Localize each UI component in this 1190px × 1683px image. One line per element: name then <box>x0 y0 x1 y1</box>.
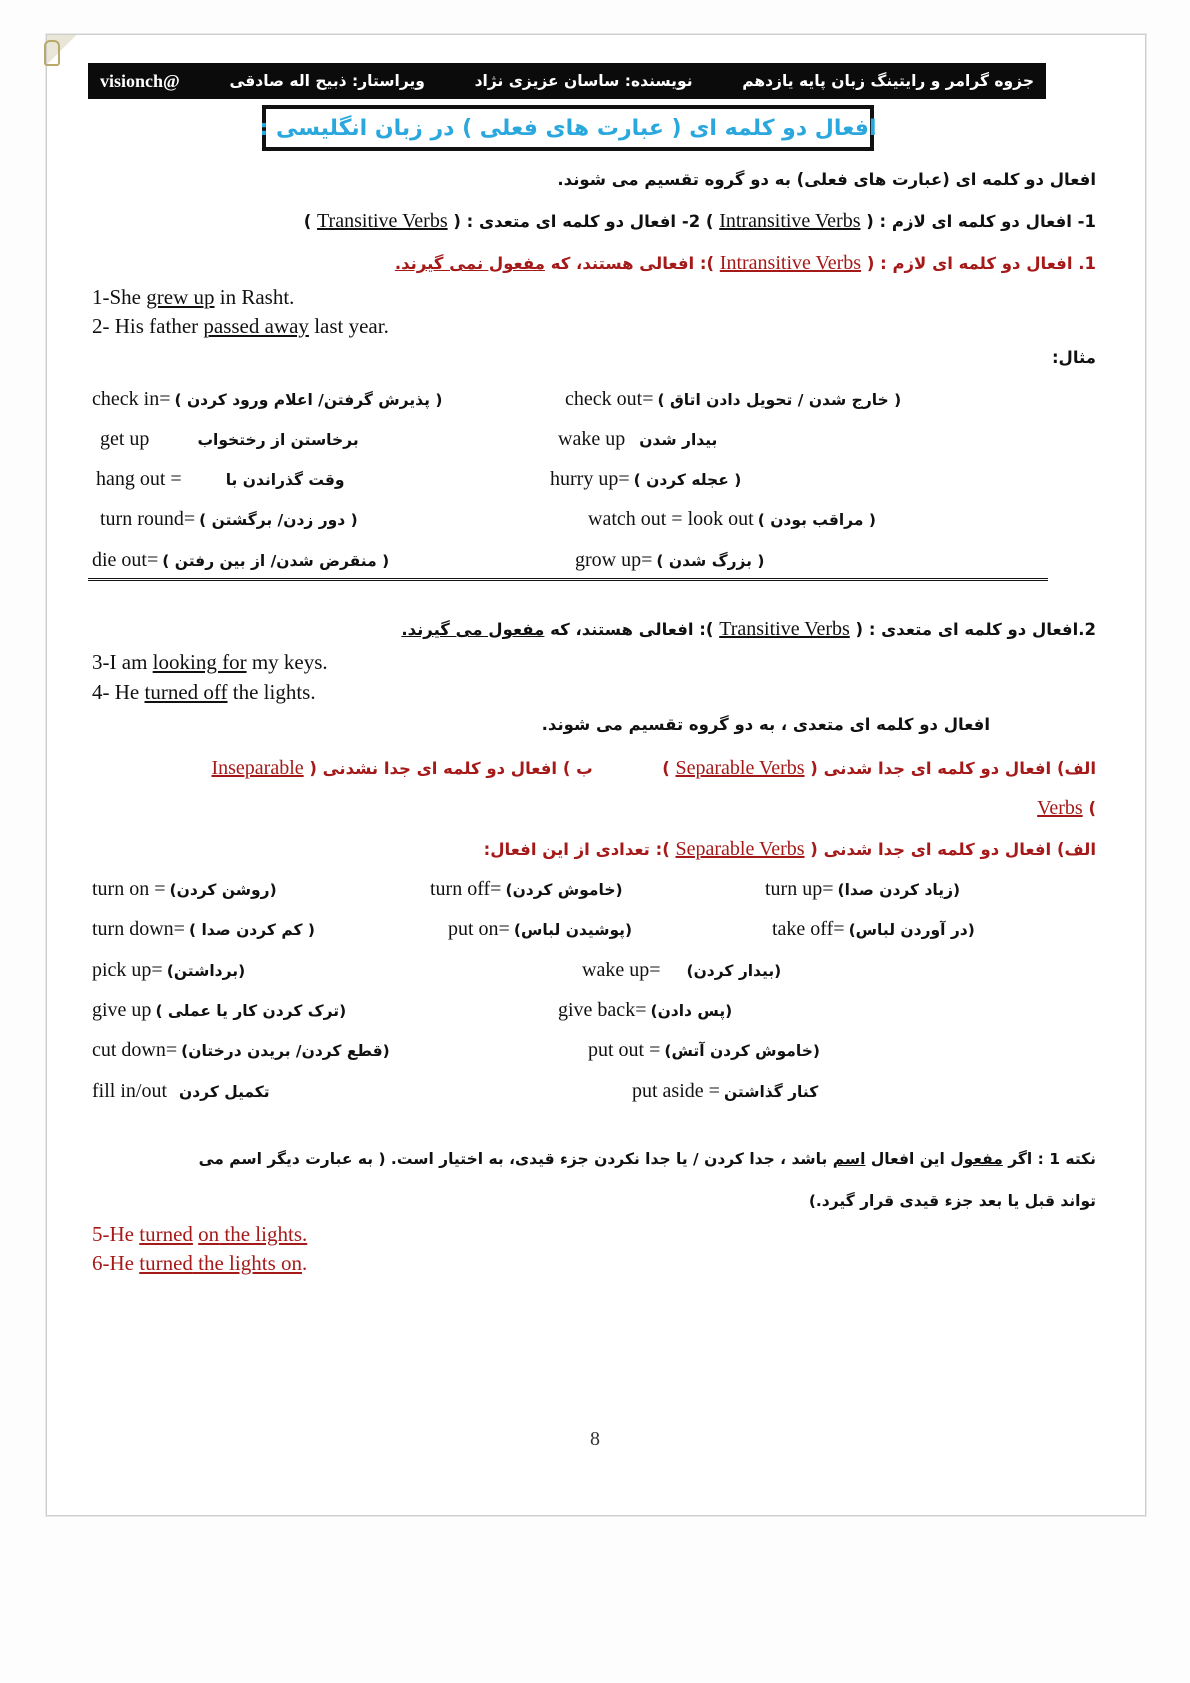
page-title: افعال دو کلمه ای ( عبارت های فعلی ) در زبان انگلیسی : <box>259 115 877 141</box>
vocab-row-5-left <box>92 549 389 572</box>
vocab-1-left-fa: ( پذیرش گرفتن/ اعلام ورود کردن ) <box>174 391 443 409</box>
ex6-verb1: turned <box>139 1251 193 1275</box>
s2-head-underlined: مفعول می گیرند. <box>401 620 545 639</box>
s1-head-mid: ): افعالی هستند، که <box>544 254 715 273</box>
sep-3-c1-fa: (برداشتن) <box>166 962 246 980</box>
paper-clip-icon <box>44 40 60 66</box>
sep-5-c1-fa: (قطع کردن/ بریدن درختان) <box>181 1042 390 1060</box>
group-b-en: Inseparable <box>211 757 304 779</box>
group-b-post: ) <box>1088 799 1096 818</box>
sep-row-3-col1 <box>92 959 245 982</box>
section2-split-note: افعال دو کلمه ای متعدی ، به دو گروه تقسیم می شوند. <box>541 715 990 734</box>
sep-6-c2-en: put aside = <box>632 1080 720 1102</box>
vocab-1-left-en: check in= <box>92 388 171 410</box>
group-b-en2: Verbs <box>1037 797 1083 819</box>
group-a-en: Separable Verbs <box>675 757 805 779</box>
sep-4-c2-en: give back= <box>558 999 647 1021</box>
examples-label-1: مثال: <box>1051 348 1096 367</box>
s1-head-en: Intransitive Verbs <box>719 252 862 274</box>
sep-2-c3-en: take off= <box>772 918 845 940</box>
intro-line-2 <box>304 210 1096 233</box>
sep-head-pre: الف) افعال دو کلمه ای جدا شدنی ( <box>804 840 1096 859</box>
vocab-row-4-left <box>100 508 358 531</box>
sep-row-2-col3 <box>772 918 975 941</box>
sep-6-c1-fa: تکمیل کردن <box>179 1083 270 1101</box>
header-author: نویسنده: ساسان عزیزی نژاد <box>474 72 693 90</box>
ex5-verb2: on <box>198 1222 220 1246</box>
section2-heading <box>401 618 1096 641</box>
ex5-number: 5- <box>92 1222 110 1246</box>
ex6-number: 6- <box>92 1251 110 1275</box>
sep-1-c1-en: turn on = <box>92 878 166 900</box>
sep-2-c2-en: put on= <box>448 918 510 940</box>
ex4-pre: He <box>114 680 145 704</box>
sep-3-c2-en: wake up= <box>582 959 661 981</box>
ex4-number: 4- <box>92 680 115 704</box>
vocab-5-right-fa: ( بزرگ شدن ) <box>656 552 765 570</box>
ex5-verb1: turned <box>139 1222 193 1246</box>
vocab-5-left-fa: ( منقرض شدن/ از بین رفتن ) <box>162 552 390 570</box>
example-sentence-5 <box>92 1222 307 1247</box>
sep-row-3-col2 <box>582 959 781 982</box>
vocab-2-right-fa: بیدار شدن <box>639 431 718 449</box>
ex5-pre: He <box>109 1222 140 1246</box>
sep-5-c2-en: put out = <box>588 1039 661 1061</box>
ex2-number: 2- <box>92 314 115 338</box>
intro-l2-seg2: ) 2- افعال دو کلمه ای متعدی : ( <box>453 212 714 231</box>
group-b-pre: ب ) افعال دو کلمه ای جدا نشدنی ( <box>303 759 593 778</box>
vocab-row-3-right <box>550 468 741 491</box>
vocab-row-2-right <box>558 428 717 451</box>
section1-heading <box>395 252 1096 275</box>
vocab-4-right-fa: ( مراقب بودن ) <box>757 511 876 529</box>
vocab-4-left-fa: ( دور زدن/ برگشتن ) <box>199 511 358 529</box>
group-a-label <box>211 757 1096 780</box>
sep-row-4-col1 <box>92 999 346 1022</box>
lesson-title-box <box>259 105 877 151</box>
ex1-verb: grew up <box>146 285 215 309</box>
sep-row-2-col2 <box>448 918 632 941</box>
ex1-pre: She <box>109 285 147 309</box>
separable-section-heading <box>484 838 1096 861</box>
ex3-pre: I am <box>109 650 153 674</box>
ex6-post: . <box>302 1251 308 1275</box>
note-1-line-1 <box>199 1150 1096 1168</box>
note1-b: این افعال <box>865 1150 945 1168</box>
example-sentence-2 <box>92 314 389 339</box>
vocab-2-right-en: wake up <box>558 428 626 450</box>
example-sentence-1 <box>92 285 294 310</box>
vocab-5-right-en: grow up= <box>575 549 653 571</box>
vocab-3-left-en: hang out = <box>96 468 182 490</box>
ex4-post: the lights. <box>227 680 316 704</box>
ex2-pre: His father <box>114 314 204 338</box>
sep-head-post: ): تعدادی از این افعال: <box>483 840 670 859</box>
header-editor: ویراستار: ذبیح اله صادقی <box>229 72 425 90</box>
section-divider <box>88 578 1048 581</box>
vocab-row-1-left <box>92 388 442 411</box>
s2-head-pre: 2.افعال دو کلمه ای متعدی : ( <box>855 620 1096 639</box>
s1-head-pre: 1. افعال دو کلمه ای لازم : ( <box>861 254 1096 273</box>
group-b-label-cont <box>1037 797 1096 820</box>
header-handle: @visionch <box>100 70 180 91</box>
sep-row-4-col2 <box>558 999 732 1022</box>
document-header-bar <box>88 63 1046 99</box>
s1-head-underlined: مفعول نمی گیرند. <box>394 254 545 273</box>
vocab-row-1-right <box>565 388 901 411</box>
ex1-post: in Rasht. <box>214 285 295 309</box>
vocab-2-left-en: get up <box>100 428 150 450</box>
note1-u2: اسم <box>832 1150 866 1168</box>
intro-line-1: افعال دو کلمه ای (عبارت های فعلی) به دو گروه تقسیم می شوند. <box>557 170 1096 189</box>
example-sentence-4 <box>92 680 316 705</box>
ex2-post: last year. <box>308 314 389 338</box>
sep-5-c1-en: cut down= <box>92 1039 178 1061</box>
ex6-mid: the lights <box>192 1251 281 1275</box>
intro-l2-seg3: ) <box>303 212 312 231</box>
vocab-5-left-en: die out= <box>92 549 159 571</box>
ex6-verb2: on <box>281 1251 302 1275</box>
sep-1-c2-fa: (خاموش کردن) <box>505 881 623 899</box>
sep-4-c1-fa: ( ترک کردن کار یا عملی) <box>155 1002 347 1020</box>
sep-row-5-col2 <box>588 1039 820 1062</box>
vocab-1-right-fa: ( خارج شدن / تحویل دادن اتاق ) <box>657 391 902 409</box>
vocab-row-5-right <box>575 549 764 572</box>
sep-3-c1-en: pick up= <box>92 959 163 981</box>
sep-6-c2-fa: کنار گذاشتن <box>723 1083 819 1101</box>
note1-c: باشد ، جدا کردن / یا جدا نکردن جزء قیدی، به اختیار است. ( به عبارت دیگر اسم می <box>198 1150 828 1168</box>
s2-head-en: Transitive Verbs <box>719 618 850 640</box>
sep-row-1-col2 <box>430 878 623 901</box>
sep-head-en: Separable Verbs <box>675 838 805 860</box>
note-1-line-2: تواند قبل یا بعد جزء قیدی قرار گیرد.) <box>808 1192 1096 1210</box>
sep-row-6-col1 <box>92 1080 270 1103</box>
sep-row-6-col2 <box>632 1080 818 1103</box>
header-booklet-title: جزوه گرامر و رایتینگ زبان پایه یازدهم <box>742 72 1034 90</box>
group-a-post: ) <box>662 759 670 778</box>
ex3-verb: looking for <box>152 650 247 674</box>
sep-3-c2-fa: (بیدار کردن) <box>686 962 782 980</box>
s2-head-mid: ): افعالی هستند، که <box>544 620 714 639</box>
sep-2-c3-fa: (در آوردن لباس) <box>848 921 975 939</box>
ex3-post: my keys. <box>246 650 328 674</box>
vocab-3-right-fa: ( عجله کردن ) <box>633 471 742 489</box>
vocab-4-right-en: watch out = look out <box>588 508 754 530</box>
sep-1-c1-fa: (روشن کردن) <box>169 881 277 899</box>
intro-l2-intransitive: Intransitive Verbs <box>719 210 861 232</box>
ex3-number: 3- <box>92 650 110 674</box>
sep-5-c2-fa: (خاموش کردن آتش) <box>664 1042 820 1060</box>
ex5-post: the lights. <box>219 1222 308 1246</box>
vocab-3-right-en: hurry up= <box>550 468 630 490</box>
ex1-number: 1- <box>92 285 110 309</box>
intro-l2-transitive: Transitive Verbs <box>317 210 448 232</box>
vocab-row-2-left <box>100 428 359 451</box>
example-sentence-3 <box>92 650 328 675</box>
vocab-3-left-fa: وقت گذراندن با <box>225 471 345 489</box>
sep-1-c3-en: turn up= <box>765 878 834 900</box>
group-a-pre: الف) افعال دو کلمه ای جدا شدنی ( <box>804 759 1096 778</box>
vocab-row-3-left <box>96 468 345 491</box>
vocab-1-right-en: check out= <box>565 388 654 410</box>
sep-6-c1-en: fill in/out <box>92 1080 167 1102</box>
note1-u1: مفعول <box>950 1150 1003 1168</box>
sep-row-1-col1 <box>92 878 277 901</box>
sep-4-c1-en: give up <box>92 999 152 1021</box>
ex2-verb: passed away <box>203 314 309 338</box>
vocab-2-left-fa: برخاستن از رختخواب <box>197 431 359 449</box>
lesson-title-inner-border <box>259 108 877 148</box>
sep-2-c1-fa: ( کم کردن صدا ) <box>188 921 315 939</box>
sep-1-c3-fa: (زیاد کردن صدا) <box>837 881 961 899</box>
vocab-row-4-right <box>588 508 876 531</box>
page-number: 8 <box>590 1428 600 1450</box>
sep-4-c2-fa: (پس دادن) <box>650 1002 733 1020</box>
sep-row-2-col1 <box>92 918 315 941</box>
sep-row-5-col1 <box>92 1039 390 1062</box>
intro-l2-seg1: 1- افعال دو کلمه ای لازم : ( <box>866 212 1096 231</box>
note1-a: نکته 1 : اگر <box>1002 1150 1096 1168</box>
vocab-4-left-en: turn round= <box>100 508 196 530</box>
example-sentence-6 <box>92 1251 307 1276</box>
sep-2-c1-en: turn down= <box>92 918 185 940</box>
sep-row-1-col3 <box>765 878 960 901</box>
ex6-pre: He <box>109 1251 140 1275</box>
ex4-verb: turned off <box>144 680 228 704</box>
sep-2-c2-fa: (پوشیدن لباس) <box>513 921 633 939</box>
sep-1-c2-en: turn off= <box>430 878 502 900</box>
